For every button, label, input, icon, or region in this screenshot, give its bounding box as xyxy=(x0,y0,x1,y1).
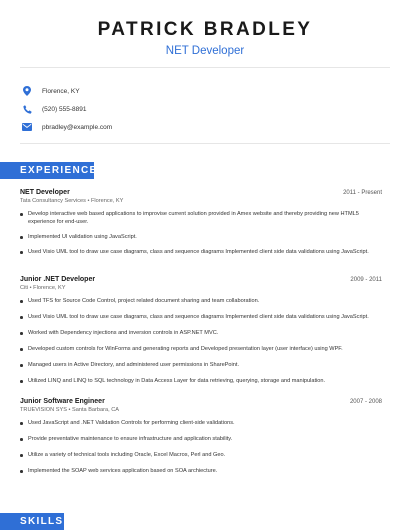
job-dates: 2011 - Present xyxy=(343,190,382,196)
phone-icon xyxy=(22,104,32,114)
job-location: Florence, KY xyxy=(91,198,124,204)
job-title: NET Developer xyxy=(20,189,70,196)
job-org: TRUEVISION SYS • Santa Barbara, CA xyxy=(20,407,119,413)
resume-header xyxy=(0,0,410,58)
job-bullet: Utilized LINQ and LINQ to SQL technology in Data Access Layer for data retrieving, querying, storage and manipulation. xyxy=(20,377,382,385)
job-title: Junior .NET Developer xyxy=(20,276,96,283)
map-pin-icon xyxy=(22,86,32,96)
job-bullet: Provide preventative maintenance to ensure infrastructure and application stability. xyxy=(20,435,382,443)
job-org: Tata Consultancy Services • Florence, KY xyxy=(20,198,124,204)
contact-phone-text: (520) 555-8891 xyxy=(42,105,87,113)
job-title: Junior Software Engineer xyxy=(20,398,105,405)
job-location: Santa Barbara, CA xyxy=(72,407,119,413)
contact-email[interactable] xyxy=(22,118,112,136)
job-bullet: Develop interactive web based applications to improvise current solution provided in Amex website and thereby providing new HTML5 experience for end-user. xyxy=(20,210,382,226)
job-bullets xyxy=(20,210,382,256)
contact-list xyxy=(22,82,112,136)
job-dates: 2009 - 2011 xyxy=(350,277,382,283)
job-bullet: Developed custom controls for WinForms and generating reports and Developed presentation layer (user interface) using WPF. xyxy=(20,345,382,353)
job-location: Florence, KY xyxy=(33,285,66,291)
header-divider xyxy=(20,67,390,68)
job-dates: 2007 - 2008 xyxy=(349,399,382,405)
job-bullet: Used TFS for Source Code Control, project related document sharing and team collaboration. xyxy=(20,297,382,305)
job-bullets xyxy=(20,419,382,475)
contact-phone xyxy=(22,100,112,118)
job-company: TRUEVISION SYS xyxy=(20,407,67,413)
section-skills: SKILLS xyxy=(0,513,64,530)
contact-location-text: Florence, KY xyxy=(42,87,80,95)
contact-email-text[interactable]: pbradley@example.com xyxy=(42,123,113,131)
job-entry xyxy=(20,398,382,475)
contact-location xyxy=(22,82,112,100)
job-bullets xyxy=(20,297,382,385)
job-bullet: Implemented the SOAP web services application based on SOA archiecture. xyxy=(20,467,382,475)
job-bullet: Used JavaScript and .NET Validation Controls for performing client-side validations. xyxy=(20,419,382,427)
job-company: Tata Consultancy Services xyxy=(20,198,86,204)
job-bullet: Utilize a variety of technical tools including Oracle, Excel Macros, Perl and Geo. xyxy=(20,451,382,459)
job-entry xyxy=(20,189,382,256)
job-bullet: Implemented UI validation using JavaScript. xyxy=(20,233,382,241)
envelope-icon xyxy=(22,122,32,132)
candidate-name: PATRICK BRADLEY xyxy=(97,19,313,40)
job-org: Citi • Florence, KY xyxy=(20,285,66,291)
job-bullet: Managed users in Active Directory, and administered user permissions in SharePoint. xyxy=(20,361,382,369)
job-company: Citi xyxy=(20,285,29,291)
job-bullet: Used Visio UML tool to draw use case diagrams, class and sequence diagrams Implemented client side data validations using JavaScript. xyxy=(20,248,382,256)
contact-divider xyxy=(20,143,390,144)
section-experience: EXPERIENCE xyxy=(0,162,94,179)
job-bullet: Worked with Dependency injections and inversion controls in ASP.NET MVC. xyxy=(20,329,382,337)
job-bullet: Used Visio UML tool to draw use case diagrams, class and sequence diagrams Implemented client side data validations using JavaScript. xyxy=(20,313,382,321)
job-entry xyxy=(20,276,382,385)
candidate-title: NET Developer xyxy=(165,45,245,57)
